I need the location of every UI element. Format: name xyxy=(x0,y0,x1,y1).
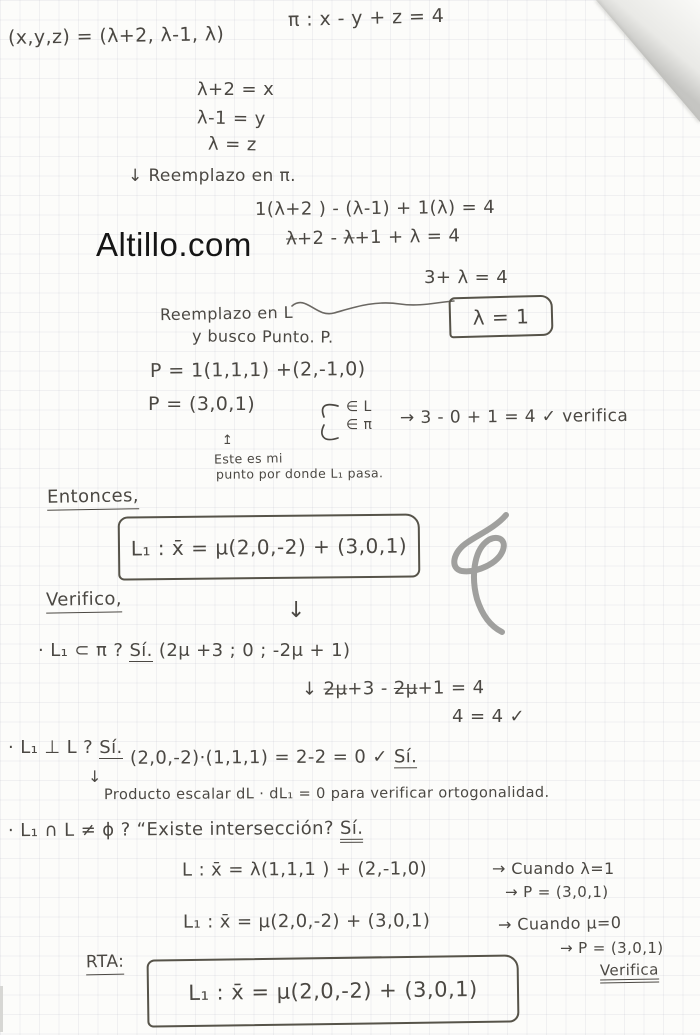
wavy-connector-line xyxy=(288,294,458,320)
cancelled-2mu: 2μ xyxy=(323,678,348,700)
check-intersection-text: · L₁ ∩ L ≠ ϕ ? “Existe intersección? xyxy=(7,817,341,842)
lambda-result-value: λ = 1 xyxy=(472,303,530,330)
final-answer-equation: L₁ : x̄ = μ(2,0,-2) + (3,0,1) xyxy=(188,976,478,1006)
subset-calc-arrow: ↓ xyxy=(301,678,324,700)
line-l-parametric: L : x̄ = λ(1,1,1 ) + (2,-1,0) xyxy=(181,858,428,881)
find-point-label: y busco Punto. P. xyxy=(191,326,334,347)
expansion-step-2 xyxy=(286,226,461,250)
subset-calculation xyxy=(302,678,485,700)
note-pointer-arrow: ↥ xyxy=(222,433,234,448)
dot-product-expression: (2,0,-2)·(1,1,1) = 2-2 = 0 ✓ xyxy=(129,746,394,769)
point-result: P = (3,0,1) xyxy=(148,393,256,415)
substitution-x: λ+2 = x xyxy=(197,79,275,100)
check-perpendicular-question xyxy=(8,738,123,759)
check-intersection-yes: Sí. xyxy=(340,818,364,843)
verifico-heading: Verifico, xyxy=(46,589,122,613)
check-perp-text: · L₁ ⊥ L ? xyxy=(8,737,100,758)
expansion-step-3: 3+ λ = 4 xyxy=(424,267,509,288)
lambda-result-box xyxy=(448,295,553,339)
scalar-product-note: Producto escalar dL · dL₁ = 0 para verificar ortogonalidad. xyxy=(103,784,550,804)
point-calculation: P = 1(1,1,1) +(2,-1,0) xyxy=(149,358,366,382)
membership-brace xyxy=(316,400,342,444)
plane-verification: → 3 - 0 + 1 = 4 ✓ verifica xyxy=(399,406,629,428)
note-line-2: punto por donde L₁ pasa. xyxy=(215,465,384,482)
subset-calc-mid: +3 - xyxy=(347,677,394,700)
check-intersection-question xyxy=(8,819,363,842)
final-answer-box xyxy=(147,954,520,1027)
line-l1-point: → P = (3,0,1) xyxy=(560,939,664,957)
expansion-step-2-mid: +2 - xyxy=(296,227,344,250)
line1-result-box xyxy=(118,513,421,580)
replace-in-line-label: Reemplazo en L xyxy=(159,302,294,325)
subset-calc-end: +1 = 4 xyxy=(417,677,485,699)
check-subset-text: · L₁ ⊂ π ? xyxy=(38,640,130,661)
scalar-note-arrow: ↓ xyxy=(88,767,102,786)
line-l-point: → P = (3,0,1) xyxy=(505,883,609,901)
in-line-label: ∈ L xyxy=(346,399,372,415)
plane-equation: π : x - y + z = 4 xyxy=(287,4,445,32)
check-perp-yes: Sí. xyxy=(99,737,123,758)
entonces-heading: Entonces, xyxy=(47,486,139,510)
check-subset-yes: Sí. xyxy=(129,640,153,661)
grader-doodle-mark xyxy=(440,495,560,655)
rta-label: RTA: xyxy=(86,953,125,975)
line1-result-equation: L₁ : x̄ = μ(2,0,-2) + (3,0,1) xyxy=(130,533,408,561)
altillo-watermark: Altillo.com xyxy=(96,226,252,263)
verifica-label: Verifica xyxy=(600,961,659,983)
dot-product-calculation xyxy=(130,747,417,769)
line-l-when: → Cuando λ=1 xyxy=(492,859,615,878)
vector-definition: (x,y,z) = (λ+2, λ-1, λ) xyxy=(7,23,225,49)
cancelled-lambda: λ xyxy=(285,228,298,250)
note-line-1: Este es mi xyxy=(213,450,283,467)
cancelled-2mu: 2μ xyxy=(393,677,418,699)
line-l1-parametric: L₁ : x̄ = μ(2,0,-2) + (3,0,1) xyxy=(182,910,431,933)
dot-product-yes: Sí. xyxy=(393,746,418,768)
subset-result: 4 = 4 ✓ xyxy=(452,706,526,727)
in-plane-label: ∈ π xyxy=(346,417,373,433)
replace-in-plane-label: ↓ Reemplazo en π. xyxy=(128,166,296,186)
check-subset-question xyxy=(38,641,350,662)
substitution-z: λ = z xyxy=(207,133,257,156)
line-l1-when: → Cuando μ=0 xyxy=(497,912,622,935)
cancelled-lambda: λ xyxy=(343,227,355,249)
down-arrow: ↓ xyxy=(287,598,306,623)
substitution-y: λ-1 = y xyxy=(196,107,266,130)
scan-edge-artifact xyxy=(0,986,3,1032)
check-subset-expression: (2μ +3 ; 0 ; -2μ + 1) xyxy=(152,640,351,661)
expansion-step-1: 1(λ+2 ) - (λ-1) + 1(λ) = 4 xyxy=(254,196,496,221)
expansion-step-2-end: +1 + λ = 4 xyxy=(354,225,461,249)
